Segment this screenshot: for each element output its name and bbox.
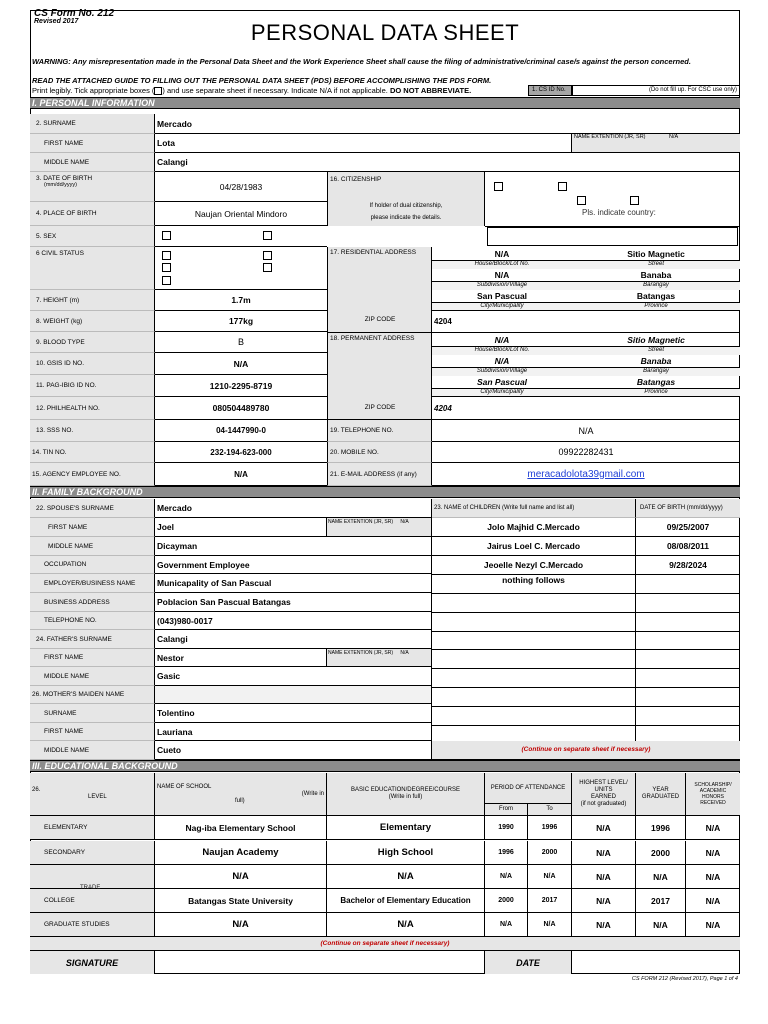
philhealth-field[interactable]: 080504489780 [155,397,327,420]
section-personal-header: I. PERSONAL INFORMATION [30,97,740,109]
height-label: 7. HEIGHT (m) [30,290,155,311]
section-family-header: II. FAMILY BACKGROUND [30,486,740,498]
edu-num: 26. [32,787,41,793]
surname-label: 2. SURNAME [30,114,155,134]
gsis-label: 10. GSIS ID NO. [30,353,155,375]
perm-city-field[interactable]: San Pascual [476,377,528,387]
read-guide-text: READ THE ATTACHED GUIDE TO FILLING OUT THE PERSONAL DATA SHEET (PDS) BEFORE ACCOMPLISHING THE PDS FORM. [32,76,492,85]
edu-year-cell[interactable]: 2000 [636,841,686,865]
revised-label: Revised 2017 [34,18,79,25]
permanent-label: 18. PERMANENT ADDRESS [330,335,415,342]
citizenship-label: 16. CITIZENSHIP [330,176,382,183]
child-dob-field[interactable]: 08/08/2011 [636,537,740,556]
res-house-field[interactable]: N/A [494,248,510,259]
edu-level-label: LEVEL [88,794,107,800]
edu-from-cell[interactable]: 1996 [485,841,528,865]
child-name-field[interactable] [432,707,636,726]
res-zip-field[interactable]: 4204 [432,311,740,333]
edu-level-header [30,773,155,816]
email-link[interactable]: meracadolota39gmail.com [527,468,645,480]
blood-label: 9. BLOOD TYPE [30,332,155,353]
spouse-telephone-label: TELEPHONE NO. [30,612,155,630]
mother-first-field[interactable]: Lauriana [155,723,432,741]
perm-brgy-field[interactable]: Banaba [640,356,672,366]
child-name-field[interactable] [432,669,636,688]
edu-highest-cell[interactable]: N/A [572,816,636,840]
first-name-label: FIRST NAME [30,134,155,153]
spouse-ext-cell[interactable] [327,518,432,537]
warning-text: WARNING: Any misrepresentation made in the Personal Data Sheet and the Work Experience Sheet shall cause the filing of administrative/criminal case/s against the person concerned. [32,57,691,66]
telephone-field[interactable]: N/A [432,420,740,442]
res-brgy-sub: Barangay [572,281,740,290]
middle-name-label: MIDDLE NAME [30,153,155,172]
occupation-field[interactable]: Government Employee [155,556,432,574]
sss-label: 13. SSS NO. [30,420,155,442]
dual-note-1: If holder of dual citizenship, [369,203,443,209]
footer-text: CS FORM 212 (Revised 2017), Page 1 of 4 [631,976,738,982]
edu-highest-l2: UNITS [594,787,613,793]
edu-course-sub: (Write in full) [388,794,423,800]
spouse-surname-field[interactable]: Mercado [155,499,432,518]
mother-surname-label: SURNAME [30,704,155,723]
blood-field[interactable]: B [155,332,327,353]
employer-label: EMPLOYER/BUSINESS NAME [30,574,155,593]
edu-school-cell[interactable]: N/A [155,913,327,937]
child-name-field[interactable] [432,631,636,650]
child-dob-field[interactable] [636,650,740,669]
edu-level-cell: ELEMENTARY [30,816,155,840]
father-middle-field[interactable]: Gasic [155,667,432,686]
child-name-field[interactable]: Jeoelle Nezyl C.Mercado [432,556,636,575]
pagibig-field[interactable]: 1210-2295-8719 [155,375,327,397]
edu-year-l1: YEAR [652,787,669,793]
occupation-label: OCCUPATION [30,556,155,574]
edu-to-header: To [528,804,572,816]
child-name-field[interactable] [432,613,636,632]
citizenship-dual-checkbox[interactable] [558,182,567,191]
print-instr-c: DO NOT ABBREVIATE. [389,86,472,95]
edu-continue-note: (Continue on separate sheet if necessary) [30,937,740,951]
edu-school-sub-a: (Write in [301,790,324,797]
height-field[interactable]: 1.7m [155,290,327,311]
mobile-field[interactable]: 09922282431 [432,442,740,463]
tin-label: 14. TIN NO. [30,442,155,463]
date-field[interactable] [572,951,740,974]
business-address-label: BUSINESS ADDRESS [30,593,155,612]
edu-highest-header [572,773,636,816]
tin-field[interactable]: 232-194-623-000 [155,442,327,463]
child-name-field[interactable] [432,594,636,613]
res-subd-sub: Subdivision/Village [432,281,572,290]
edu-course-cell[interactable]: High School [327,841,485,865]
page-title: PERSONAL DATA SHEET [250,20,520,45]
father-ext-cell[interactable] [327,649,432,667]
father-ext-field[interactable]: N/A [400,650,409,656]
family-continue-note: (Continue on separate sheet if necessary) [432,741,740,760]
spouse-middle-label: MIDDLE NAME [30,537,155,556]
cs-id-note[interactable]: (Do not fill up. For CSC use only) [572,85,740,96]
middle-name-field[interactable]: Calangi [155,153,740,172]
spouse-ext-field[interactable]: N/A [400,519,409,525]
sex-female-checkbox[interactable] [263,231,272,240]
pagibig-label: 11. PAG-IBIG ID NO. [30,375,155,397]
father-first-label: FIRST NAME [30,649,155,667]
dob-label: 3. DATE OF BIRTH [36,175,93,182]
edu-course-header [327,773,485,816]
edu-course-cell[interactable]: N/A [327,913,485,937]
perm-city-sub: City/Municipality [432,388,572,397]
civil-separated-checkbox[interactable] [263,263,272,272]
civil-status-field [155,247,327,290]
civil-other-checkbox[interactable] [162,276,171,285]
edu-honors-l4: RECEIVED [700,800,726,806]
edu-school-sub-b: full) [235,797,245,804]
child-name-field[interactable] [432,650,636,669]
edu-year-l2: GRADUATED [641,794,680,800]
child-name-field[interactable]: Jairus Loel C. Mercado [432,537,636,556]
spouse-first-label: FIRST NAME [30,518,155,537]
pob-label: 4. PLACE OF BIRTH [30,202,155,226]
agency-label: 15. AGENCY EMPLOYEE NO. [30,463,155,486]
edu-school-label: NAME OF SCHOOL [157,783,212,790]
signature-field[interactable] [155,951,485,974]
edu-school-cell[interactable]: N/A [155,865,327,889]
edu-highest-l3: EARNED [590,794,616,800]
mobile-label: 20. MOBILE NO. [327,442,432,463]
name-ext-field[interactable]: N/A [669,134,679,140]
edu-honors-cell[interactable]: N/A [686,865,740,889]
edu-highest-cell[interactable]: N/A [572,841,636,865]
child-dob-field[interactable] [636,669,740,688]
edu-honors-l3: HONORS [702,794,724,800]
perm-street-field[interactable]: Sitio Magnetic [627,334,685,345]
residential-label-cell [327,247,432,333]
res-street-field[interactable]: Sitio Magnetic [627,248,685,259]
father-middle-label: MIDDLE NAME [30,667,155,686]
child-dob-field[interactable] [636,613,740,632]
dob-field[interactable]: 04/28/1983 [155,172,327,202]
edu-trade-label: TRADE [80,885,101,891]
signature-label: SIGNATURE [30,951,155,974]
edu-course-cell[interactable]: Elementary [327,816,485,840]
perm-prov-field[interactable]: Batangas [636,377,676,387]
edu-honors-cell[interactable]: N/A [686,841,740,865]
email-label: 21. E-MAIL ADDRESS (if any) [327,463,432,486]
civil-single-checkbox[interactable] [162,251,171,260]
child-dob-field[interactable]: 9/28/2024 [636,556,740,575]
weight-label: 8. WEIGHT (kg) [30,311,155,332]
father-ext-label: NAME EXTENTION (JR, SR) [328,650,394,656]
edu-highest-cell[interactable]: N/A [572,889,636,913]
perm-prov-sub: Province [572,388,740,397]
print-instr-b: ) and use separate sheet if necessary. Indicate N/A if not applicable. [162,86,388,95]
mother-surname-field[interactable]: Tolentino [155,704,432,723]
res-street-sub: Street [572,260,740,269]
edu-to-cell[interactable]: 1996 [528,816,572,840]
perm-street-sub: Street [572,346,740,355]
edu-highest-cell[interactable]: N/A [572,913,636,937]
mother-first-label: FIRST NAME [30,723,155,741]
edu-level-cell: SECONDARY [30,841,155,865]
res-house-sub: House/Block/Lot No. [432,260,572,269]
date-label: DATE [485,951,572,974]
pob-field[interactable]: Naujan Oriental Mindoro [155,202,327,226]
edu-school-header [155,773,327,816]
permanent-label-cell [327,333,432,420]
philhealth-label: 12. PHILHEALTH NO. [30,397,155,420]
res-subd-field[interactable]: N/A [494,270,510,280]
agency-field[interactable]: N/A [155,463,327,486]
perm-brgy-sub: Barangay [572,367,740,376]
country-dropdown[interactable] [487,227,738,246]
edu-highest-l1: HIGHEST LEVEL/ [579,780,628,786]
edu-highest-cell[interactable]: N/A [572,865,636,889]
edu-level-cell: COLLEGE [30,889,155,913]
res-brgy-field[interactable]: Banaba [640,270,672,280]
edu-from-cell[interactable]: N/A [485,913,528,937]
perm-house-sub: House/Block/Lot No. [432,346,572,355]
child-name-field[interactable]: Jolo Majhid C.Mercado [432,518,636,537]
country-note: Pls. indicate country: [582,208,656,217]
civil-married-checkbox[interactable] [263,251,272,260]
spouse-ext-label: NAME EXTENTION (JR, SR) [328,519,394,525]
telephone-label: 19. TELEPHONE NO. [327,420,432,442]
edu-honors-cell[interactable]: N/A [686,913,740,937]
edu-year-cell[interactable]: 2017 [636,889,686,913]
edu-honors-l2: ACADEMIC [699,788,727,794]
edu-school-cell[interactable]: Nag-iba Elementary School [155,816,327,840]
perm-house-field[interactable]: N/A [494,334,510,345]
civil-status-label: 6 CIVIL STATUS [30,247,155,290]
perm-subd-sub: Subdivision/Village [432,367,572,376]
citizenship-label-cell [327,172,485,226]
res-prov-field[interactable]: Batangas [636,291,676,301]
residential-label: 17. RESIDENTIAL ADDRESS [330,249,417,256]
edu-year-cell[interactable]: N/A [636,913,686,937]
child-dob-field[interactable]: 09/25/2007 [636,518,740,537]
spouse-middle-field[interactable]: Dicayman [155,537,432,556]
sex-male-checkbox[interactable] [162,231,171,240]
child-dob-field[interactable] [636,688,740,707]
business-address-field[interactable]: Poblacion San Pascual Batangas [155,593,432,612]
mother-middle-field[interactable]: Cueto [155,741,432,760]
edu-course-cell[interactable]: N/A [327,865,485,889]
edu-to-cell[interactable]: N/A [528,913,572,937]
sex-field [155,226,327,247]
section-education-header: III. EDUCATIONAL BACKGROUND [30,760,740,772]
dob-format: (mm/dd/yyyy) [44,182,77,188]
perm-zip-field[interactable]: 4204 [432,397,740,420]
child-dob-field[interactable] [636,631,740,650]
edu-honors-header [686,773,740,816]
spouse-first-field[interactable]: Joel [155,518,327,537]
weight-field[interactable]: 177kg [155,311,327,332]
perm-subd-field[interactable]: N/A [494,356,510,366]
gsis-field[interactable]: N/A [155,353,327,375]
mother-maiden-label: 26. MOTHER'S MAIDEN NAME [30,686,155,704]
citizenship-filipino-checkbox[interactable] [494,182,503,191]
edu-year-header [636,773,686,816]
print-instr-a: Print legibly. Tick appropriate boxes ( [32,86,155,95]
cs-id-label: 1. CS ID No. [528,85,572,96]
edu-honors-l1: SCHOLARSHIP/ [694,782,732,788]
edu-school-cell[interactable]: Naujan Academy [155,841,327,865]
father-surname-label: 24. FATHER'S SURNAME [30,630,155,649]
name-ext-label: NAME EXTENTION (JR, SR) [574,134,646,140]
edu-course-cell[interactable]: Bachelor of Elementary Education [327,889,485,913]
edu-level-cell: GRADUATE STUDIES [30,913,155,937]
father-surname-field[interactable]: Calangi [155,630,432,649]
child-dob-field[interactable] [636,575,740,594]
children-label: 23. NAME of CHILDREN (Write full name and list all) [432,499,636,518]
edu-year-cell[interactable]: 1996 [636,816,686,840]
sex-label: 5. SEX [30,226,155,247]
edu-from-cell[interactable]: 1990 [485,816,528,840]
mother-maiden-field [155,686,432,704]
edu-course-label: BASIC EDUCATION/DEGREE/COURSE [351,787,460,793]
surname-field[interactable]: Mercado [155,114,740,134]
edu-to-cell[interactable]: 2000 [528,841,572,865]
res-city-field[interactable]: San Pascual [476,291,528,301]
dual-note-2: please indicate the details. [370,215,442,221]
edu-school-cell[interactable]: Batangas State University [155,889,327,913]
child-name-field[interactable]: nothing follows [432,575,636,594]
res-zip-label: ZIP CODE [364,316,396,323]
child-name-field[interactable] [432,688,636,707]
edu-from-cell[interactable]: N/A [485,865,528,889]
edu-honors-cell[interactable]: N/A [686,889,740,913]
edu-to-cell[interactable]: N/A [528,865,572,889]
dob-label-cell [30,172,155,202]
dual-birth-checkbox[interactable] [577,196,586,205]
edu-honors-cell[interactable]: N/A [686,816,740,840]
form-number: CS Form No. 212 [34,8,115,19]
res-city-sub: City/Municipality [432,302,572,311]
email-field[interactable] [432,463,740,486]
name-ext-cell[interactable] [572,134,740,153]
edu-from-header: From [485,804,528,816]
civil-widowed-checkbox[interactable] [162,263,171,272]
edu-to-cell[interactable]: 2017 [528,889,572,913]
edu-period-header: PERIOD OF ATTENDANCE [485,773,572,804]
first-name-field[interactable]: Lota [155,134,572,153]
edu-from-cell[interactable]: 2000 [485,889,528,913]
employer-field[interactable]: Municapality of San Pascual [155,574,432,593]
child-dob-field[interactable] [636,707,740,726]
father-first-field[interactable]: Nestor [155,649,327,667]
edu-highest-l4: (if not graduated) [580,801,627,807]
dual-naturalization-checkbox[interactable] [630,196,639,205]
perm-zip-label: ZIP CODE [364,404,396,411]
mother-middle-label: MIDDLE NAME [30,741,155,760]
spouse-surname-label: 22. SPOUSE'S SURNAME [30,499,155,518]
spouse-telephone-field[interactable]: (043)980-0017 [155,612,432,630]
child-dob-field[interactable] [636,594,740,613]
sss-field[interactable]: 04-1447990-0 [155,420,327,442]
children-dob-label: DATE OF BIRTH (mm/dd/yyyy) [636,499,740,518]
res-prov-sub: Province [572,302,740,311]
edu-year-cell[interactable]: N/A [636,865,686,889]
